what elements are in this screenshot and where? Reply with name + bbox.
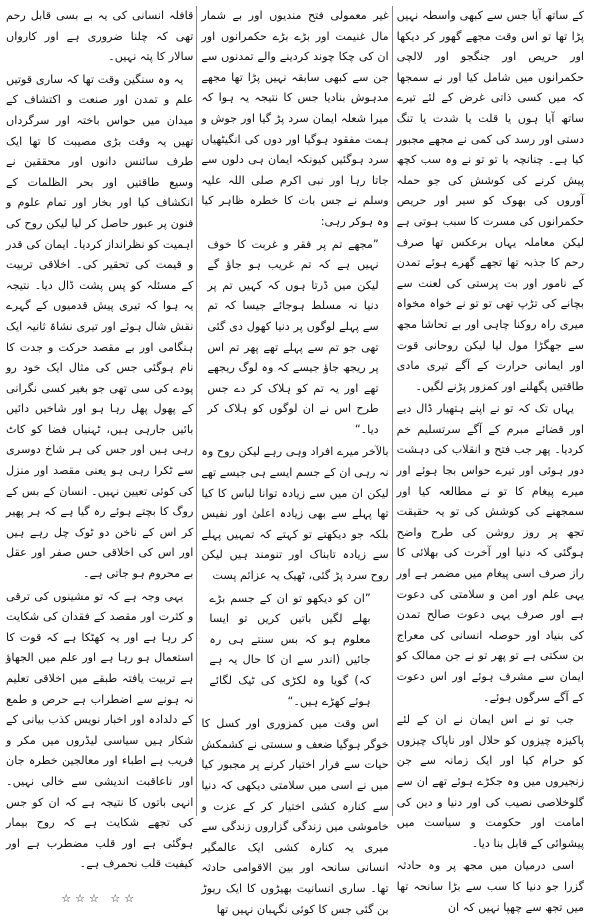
paragraph: یہی وجہ ہے کہ تو مشینوں کی ترقی و کثرت اور مقصد کے فقدان کی شکایت کر رہا ہے اور یہ کھٹکا ہے کہ قوت کا استعمال ہو رہا ہے اور علم میں الجھاؤ ہے تربیت یافتہ طبقے میں اخلاقی تعلیم نہ ہونے سے اضطراب ہے حرص و طمع کے دلدادہ اور اخبار نویس کذب بیانی کے شکار ہیں سیاسی لیڈروں میں مکر و فریب ہے اطباء اور معالجین خطرہ جان اور ناعاقبت اندیشی سے خالی نہیں۔ انہی باتوں کا نتیجہ ہے کہ ان کو جس کی تجھے شکایت ہے کہ روح بیمار ہوگئی ہے اور قلب مضطرب ہے اور کیفیت قلب نحمرف ہے۔ — [6, 589, 194, 871]
paragraph: اسی درمیان میں مجھ پر وہ حادثہ گزرا جو دنیا کا سب سے بڑا سانحہ تھا میں تجھ سے چھپا نہیں کہ ان — [396, 859, 584, 914]
end-stars: ☆☆☆ ☆☆ — [61, 891, 139, 905]
paragraph: اس وقت میں کمزوری اور کسل کا خوگر ہوگیا ضعف و سستی نے کشمکش حیات سے فرار اختیار کرنے پر مجبور کیا میں نے اسی میں سلامتی دیکھی کہ دنیا سے کنارہ کشی اختیار کر کے عزت و خاموشی میں زندگی گزاروں زندگی سے میری یہ کنارہ کشی ایک عالمگیر انسانی سانحہ اور بین الاقوامی حادثہ تھا۔ ساری انسانیت بھیڑوں کا ایک ریوڑ بن گئی جس کا کوئی نگہبان نہیں تھا — [201, 717, 389, 916]
paragraph: قافلہ انسانی کی یہ بے بسی قابل رحم تھی کہ چلنا ضروری ہے اور کارواں سالار کا پتہ نہیں۔ — [6, 9, 194, 64]
hadith-quote: ”مجھے تم پر فقر و غربت کا خوف نہیں ہے کہ تم غریب ہو جاؤ گے لیکن میں ڈرتا ہوں کہ کہیں تم پر دنیا نہ مسلط ہوجائے جیسا کہ تم سے پہلے لوگوں پر دنیا کھول دی گئی تھی جو تم سے پہلے تھے پھر تم اس پر ریجھ جاؤ جیسے کہ وہ لوگ ریجھے تھے اور یہ تم کو ہلاک کر دے جس طرح اس نے ان لوگوں کو ہلاک کر دیا۔“ — [207, 237, 379, 436]
right-column — [396, 6, 584, 914]
paragraph: بالآخر میرے افراد وہی رہے لیکن روح وہ نہ رہی ان کے جسم ایسے ہی جیسے تھے لیکن ان میں سے زیادہ توانا لباس کا کیا تھا پہلے سے بھی زیادہ اعلیٰ اور نفیس بلکہ جو دیکھتے تو کہتے کہ تمہیں پہلے سے زیادہ تابناک اور تنومند ہیں لیکن روح سرد پڑ گئی، ٹھیک یہ عزائم پست — [201, 445, 389, 583]
paragraph: یہ وہ سنگین وقت تھا کہ ساری قوتیں علم و تمدن اور صنعت و اکتشاف کے میدان میں حواس باختہ اور سرگرداں تھیں یہ وقت بڑی مصیبت کا تھا ایک طرف سائنس دانوں اور محققین نے وسیع طاقتیں اور بحر الظلمات کے انکشاف کیا اور بخار اور تمام علوم و فنون پر عبور حاصل کر لیا لیکن روح کی اہمیت کو نظرانداز کردیا۔ ایمان کی قدر و قیمت کی تحقیر کی۔ اخلاقی تربیت کے مسئلہ کو پس پشت ڈال دیا۔ نتیجہ یہ ہوا کہ تیری پیش قدمیوں کے گہرے نقش شال ہوئے اور تیری نشاۃ ثانیہ ایک ہنگامی اور بے مقصد حرکت و جدت کا نام ہوگئی جس کی مثال ایک خود رو پودے کی سی تھی جو بغیر کسی نگرانی کے پھول پھل رہا ہو اور شاخیں دائیں بائیں جارہی ہیں، ٹہنیاں فضا کو کاٹ رہی ہیں اور جس کی ہر شاخ دوسری سے ٹکرا رہی ہو یعنی مقصد اور منزل کی کوئی تعیین نہیں۔ انسان کے بس کے روگ کا بچتے ہوئے رہ گیا ہے کہ ہر پھیر کر اس کے ناخن دو ٹوک چل رہے ہیں اور اس کی اخلاقی حس صفر اور عقل بے محروم ہو جاتی ہے۔ — [6, 72, 194, 581]
quran-quote: ”ان کو دیکھو تو ان کے جسم بڑے بھلے لگیں باتیں کریں تو ایسا معلوم ہو کہ بس سنتے ہی رہ جائیں (اندر سے ان کا حال یہ ہے کہ) گویا وہ لکڑی کی ٹیک لگائے ہوئے کھڑے ہیں۔“ — [209, 591, 371, 708]
paragraph: غیر معمولی فتح مندیوں اور بے شمار مال غنیمت اور بڑے بڑے حکمرانوں اور ان کی چکا چوند کردینے والے تمدنوں سے جن سے کبھی سابقہ نہیں پڑا تھا مجھے مدہوش بنادیا جس کا نتیجہ یہ ہوا کہ میرا شعلہ ایمان سرد پڑ گیا اور جوش و ہمت مفقود ہوگیا اور دوں کی انگیٹھیاں سرد ہوگئیں کیونکہ ایمان ہی دلوں سے جاتا رہا اور نبی اکرم صلی اللہ علیہ وسلم نے جس بات کا خطرہ ظاہر کیا وہ ہوکر رہی: — [201, 9, 389, 228]
middle-column — [201, 6, 392, 916]
left-column — [6, 6, 197, 905]
paragraph: کے ساتھ آیا جس سے کبھی واسطہ نہیں پڑا تھا تو اس وقت مجھے گھور کر دیکھا اور حریص اور جنگجو اور لالچی حکمرانوں میں شامل کیا اور نے سمجھا کہ میں کسی ذاتی غرض کے لئے تیرے ساتھ آیا ہوں یا قلت یا شدت یا تنگ دستی اور رسد کی کمی نے مجھے مجبور کیا ہے۔ چنانچہ یا تو تو نے وہ سب کچھ پیش کرنے کی کوشش کی جو حملہ آوروں کی بھوک کو سیر اور حریص حکمرانوں کی مسرت کا سبب ہوتی ہے لیکن معاملہ یہاں برعکس تھا صرف رحم کا جذبہ تھا تجھے گھرے ہوئے تمدن کے نامور اور بت پرستی کی لعنت سے بچانے کی تڑپ تھی تو تو نے خواہ مخواہ میری راہ روکنا چاہی اور بے تحاشا مجھ سے جھگڑا مول لیا لیکن روحانی قوت اور ایمانی حرارت کے آگے تیری مادی طاقتیں پگھلنے اور کمزور پڑنے لگیں۔ — [396, 9, 584, 393]
paragraph: یہاں تک کہ تو نے اپنے ہتھیار ڈال دیے اور قضائے مبرم کے آگے سرتسلیم خم کردیا۔ پھر جب فتح و انقلاب کی دہشت دور ہوئی اور تیرے حواس بجا ہوئے اور میرے پیغام کا تو نے مطالعہ کیا اور سمجھنے کی کوشش کی تو یہ حقیقت تجھ پر روز روشن کی طرح واضح ہوگئی کہ دنیا اور آخرت کی بھلائی کا راز صرف اسی پیغام میں مضمر ہے اور یہی علم اور امن و سلامتی کی دعوت ہے اور صرف یہی دعوت صالح تمدن کی بنیاد اور حوصلہ انسانی کی معراج بن سکتی ہے تو پھر تو نے جن ممالک کو ایمان سے مشرف ہوئے اور اس دعوت کے آگے سرگوں ہوئے۔ — [396, 402, 584, 704]
paragraph: جب تو نے اس ایمان نے ان کے لئے پاکیزہ چیزوں کو حلال اور ناپاک چیزوں کو حرام کیا اور ایک زمانہ سے جن زنجیروں میں وہ جکڑے ہوئے تھے ان سے گلوخلاصی نصیب کی اور دنیا و دین کی امامت اور حکومت و سیاست میں پیشوائی کے قابل بنا دیا۔ — [396, 713, 584, 850]
